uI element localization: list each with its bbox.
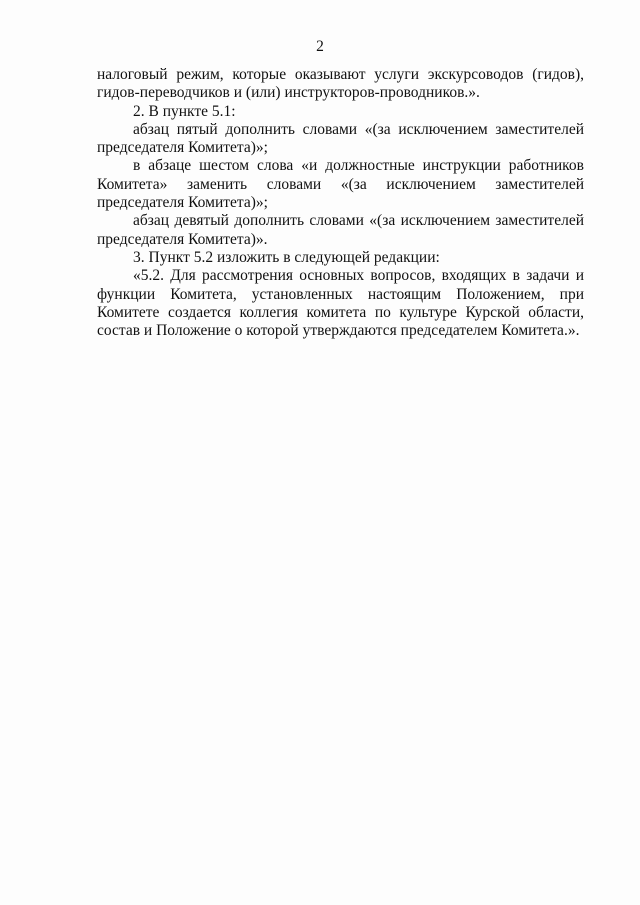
paragraph-amend-fifth: абзац пятый дополнить словами «(за исключением заместителей председателя Комитета)»; xyxy=(97,120,584,157)
paragraph-item-2: 2. В пункте 5.1: xyxy=(133,102,236,120)
document-body xyxy=(97,66,584,340)
paragraph-amend-ninth: абзац девятый дополнить словами «(за исключением заместителей председателя Комитета)». xyxy=(97,212,584,248)
paragraph-new-5-2: «5.2. Для рассмотрения основных вопросов, входящих в задачи и функции Комитета, установленных настоящим Положением, при Комитете создается коллегия комитета по культуре Курской области, состав и Положение о которой утверждаются председателем Комитета.». xyxy=(97,267,584,340)
paragraph-continuation: налоговый режим, которые оказывают услуги экскурсоводов (гидов), гидов-переводчиков и (или) инструкторов-проводников.». xyxy=(97,66,584,102)
paragraph-amend-sixth: в абзаце шестом слова «и должностные инструкции работников Комитета» заменить словами «(за исключением заместителей председателя Комитета)»; xyxy=(97,157,584,212)
paragraph-item-3: 3. Пункт 5.2 изложить в следующей редакции: xyxy=(133,248,440,266)
page-number: 2 xyxy=(316,38,324,55)
